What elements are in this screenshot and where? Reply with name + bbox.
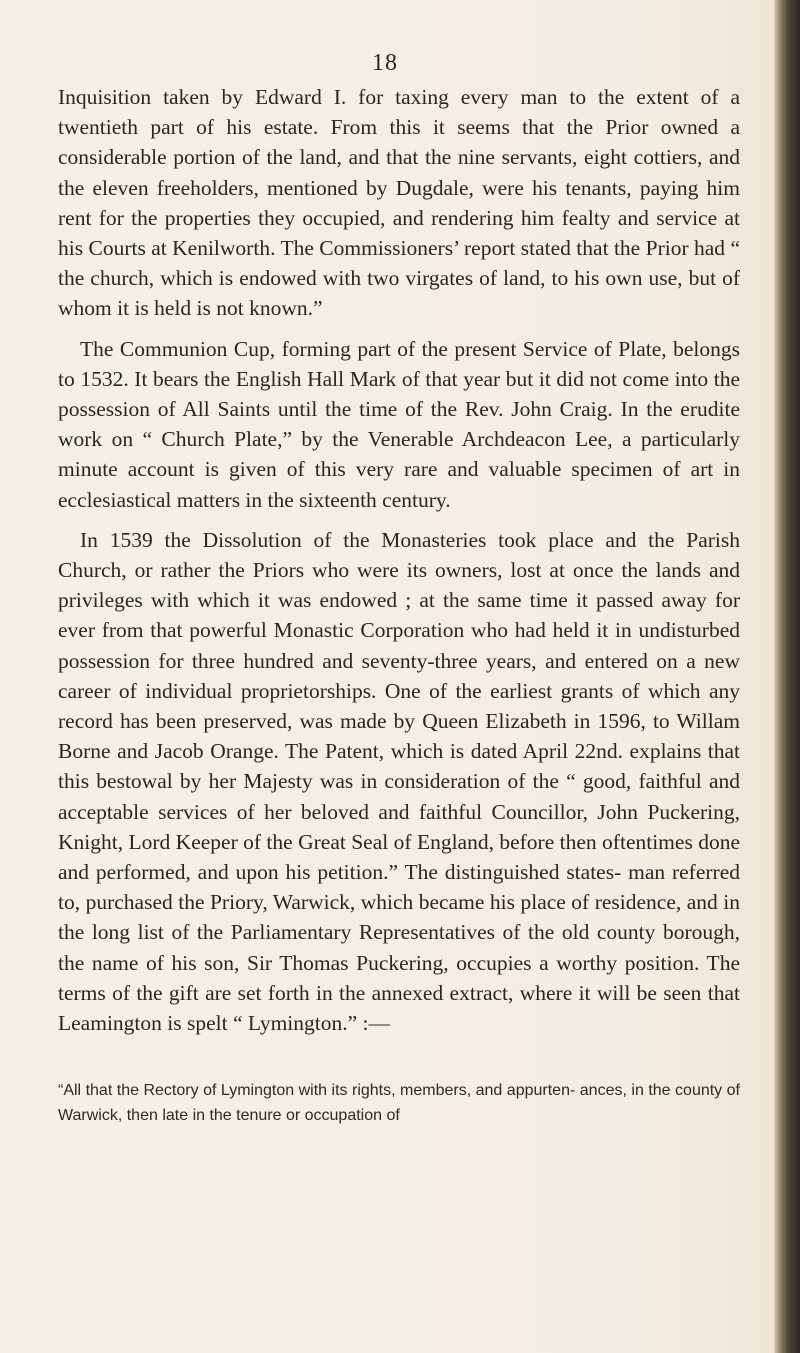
paragraph-3: In 1539 the Dissolution of the Monasteries took place and the Parish Church, or rather the Priors who were its owners, lost at once the lands and privileges with which it was endowed ; at the same time it passed away for ever from that powerful Monastic Corporation who had held it in undisturbed possession for three hundred and seventy-three years, and entered on a new career of individual proprietorships. One of the earliest grants of which any record has been preserved, was made by Queen Elizabeth in 1596, to Willam Borne and Jacob Orange. The Patent, which is dated April 22nd. explains that this bestowal by her Majesty was in consideration of the “ good, faithful and acceptable services of her beloved and faithful Councillor, John Puckering, Knight, Lord Keeper of the Great Seal of England, before then oftentimes done and performed, and upon his petition.” The distinguished states- man referred to, purchased the Priory, Warwick, which became his place of residence, and in the long list of the Parliamentary Representatives of the old county borough, the name of his son, Sir Thomas Puckering, occupies a worthy position. The terms of the gift are set forth in the annexed extract, where it will be seen that Leamington is spelt “ Lymington.” :— (58, 527, 740, 1036)
paragraph-2: The Communion Cup, forming part of the present Service of Plate, belongs to 1532. It bears the English Hall Mark of that year but it did not come into the possession of All Saints until the time of the Rev. John Craig. In the erudite work on “ Church Plate,” by the Venerable Archdeacon Lee, a particularly minute account is given of this very rare and valuable specimen of art in ecclesiastical matters in the sixteenth century. (58, 336, 740, 512)
paragraph-1: Inquisition taken by Edward I. for taxing every man to the extent of a twentieth part of his estate. From this it seems that the Prior owned a considerable portion of the land, and that the nine servants, eight cottiers, and the eleven freeholders, mentioned by Dugdale, were his tenants, paying him rent for the properties they occupied, and rendering him fealty and service at his Courts at Kenilworth. The Commissioners’ report stated that the Prior had “ the church, which is endowed with two virgates of land, to his own use, but of whom it is held is not known.” (58, 85, 740, 321)
page-number: 18 (372, 50, 398, 76)
binding-edge (774, 0, 800, 1353)
quoted-extract: “All that the Rectory of Lymington with its rights, members, and appurten- ances, in the county of Warwick, then late in the tenure or occupation of (58, 1082, 740, 1124)
body-text (58, 82, 740, 1038)
